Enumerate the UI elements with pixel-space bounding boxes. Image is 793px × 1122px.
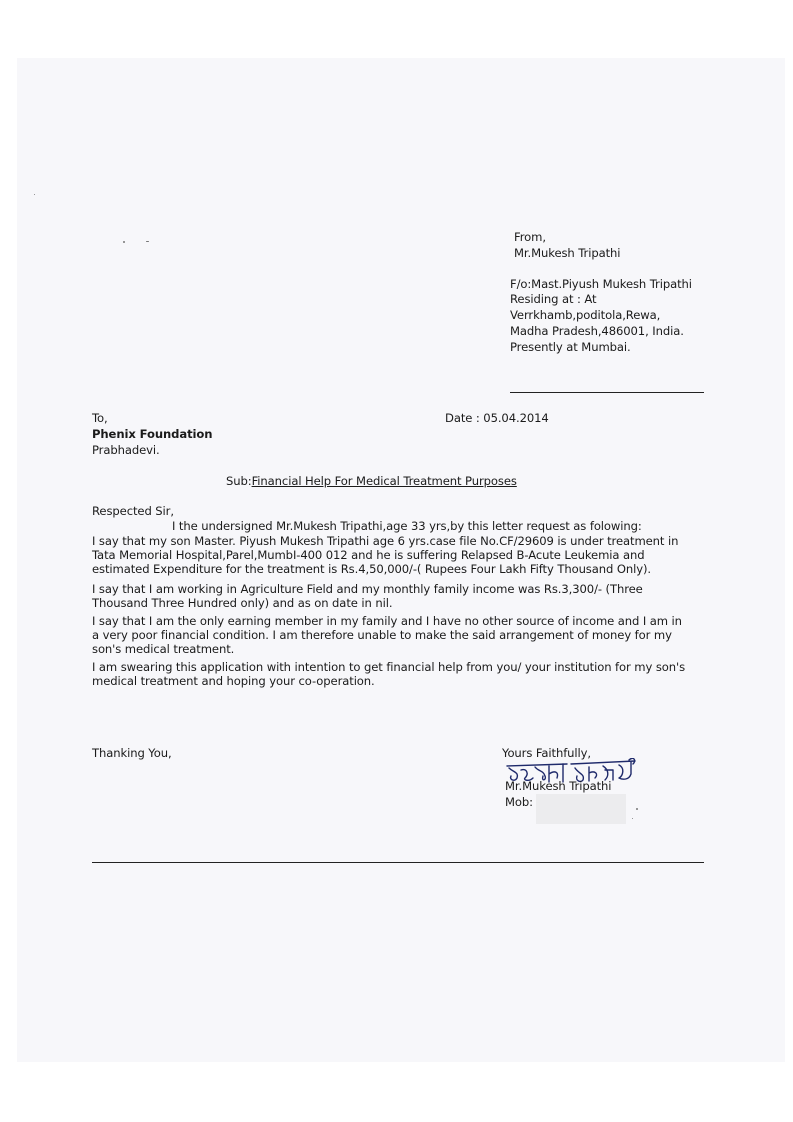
recipient-place: Prabhadevi. (92, 443, 160, 457)
recipient-org: Phenix Foundation (92, 427, 213, 441)
from-label: From, (514, 230, 546, 244)
body-line: a very poor financial condition. I am therefore unable to make the said arrangement of money for my (92, 628, 672, 643)
closing-yours: Yours Faithfully, (502, 746, 592, 760)
body-line: I am swearing this application with intention to get financial help from you/ your institution for my son's (92, 660, 686, 674)
body-line: estimated Expenditure for the treatment is Rs.4,50,000/-( Rupees Four Lakh Fifty Thousand Only). (92, 562, 652, 577)
scan-speck (123, 241, 125, 243)
sender-name: Mr.Mukesh Tripathi (514, 246, 621, 260)
body-line: Tata Memorial Hospital,Parel,MumbI-400 012 and he is suffering Relapsed B-Acute Leukemia and (92, 548, 645, 563)
body-paragraph-2 (92, 582, 643, 610)
scan-speck (146, 241, 149, 242)
body-line: I say that I am the only earning member in my family and I have no other source of income and I am in (92, 614, 682, 628)
body-line: medical treatment and hoping your co-operation. (92, 674, 375, 689)
body-line: son's medical treatment. (92, 642, 235, 657)
subject-text: Financial Help For Medical Treatment Purposes (251, 474, 517, 488)
scan-speck (636, 808, 638, 810)
to-label: To, (92, 411, 108, 425)
sender-relation: F/o:Mast.Piyush Mukesh Tripathi (510, 277, 692, 291)
sender-divider (510, 392, 704, 393)
footer-divider (92, 862, 704, 863)
body-paragraph-4 (92, 660, 685, 688)
scan-speck (632, 818, 633, 819)
body-line: I say that my son Master. Piyush Mukesh Tripathi age 6 yrs.case file No.CF/29609 is under treatment in (92, 534, 679, 548)
subject-line (226, 474, 517, 488)
salutation: Respected Sir, (92, 504, 174, 518)
sender-residing: Residing at : At (510, 292, 597, 306)
body-paragraph-1 (92, 534, 678, 577)
body-intro: I the undersigned Mr.Mukesh Tripathi,age 33 yrs,by this letter request as folowing: (172, 519, 642, 533)
body-line: Thousand Three Hundred only) and as on date in nil. (92, 596, 393, 611)
mobile-label: Mob: (505, 795, 533, 809)
signatory-name: Mr.Mukesh Tripathi (505, 779, 612, 793)
scan-speck (34, 194, 35, 195)
body-paragraph-3 (92, 614, 682, 657)
closing-thanks: Thanking You, (92, 746, 172, 760)
letter-date: Date : 05.04.2014 (445, 411, 549, 425)
sender-presently: Presently at Mumbai. (510, 340, 631, 354)
body-line: I say that I am working in Agriculture Field and my monthly family income was Rs.3,300/- (Three (92, 582, 643, 596)
sender-address-line2: Madha Pradesh,486001, India. (510, 324, 684, 338)
redacted-mobile-number (536, 794, 626, 824)
sender-address-line1: Verrkhamb,poditola,Rewa, (510, 308, 661, 322)
subject-prefix: Sub: (226, 474, 252, 488)
